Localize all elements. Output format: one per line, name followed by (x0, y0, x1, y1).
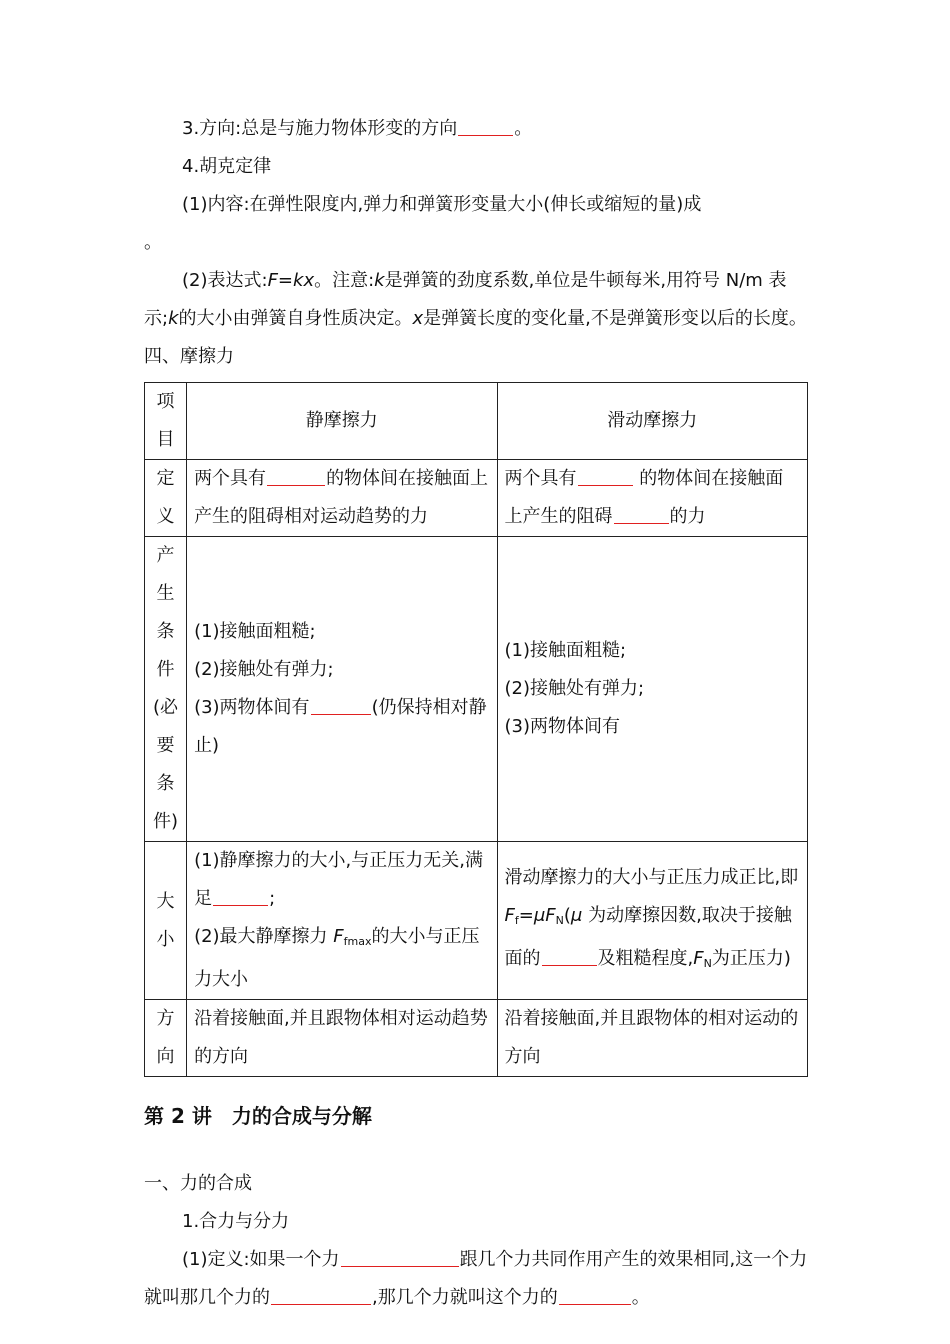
row-label-magnitude: 大小 (145, 842, 187, 1000)
table-row-magnitude (145, 842, 808, 1000)
answer-blank[interactable] (311, 696, 371, 715)
table-row-definition (145, 460, 808, 537)
cell-static-magnitude: (1)静摩擦力的大小,与正压力无关,满足 ; (2)最大静摩擦力 $F_{fmax}$的大小与正压力大小 (187, 842, 497, 1000)
cell-static-direction: 沿着接触面,并且跟物体相对运动趋势的方向 (187, 1000, 497, 1077)
resultant-definition: (1)定义:如果一个力 跟几个力共同作用产生的效果相同,这一个力就叫那几个力的 ,那几个力就叫这个力的 。 (144, 1249, 808, 1308)
hooke-content: (1)内容:在弹性限度内,弹力和弹簧形变量大小(伸长或缩短的量)成 。 (144, 194, 702, 253)
answer-blank[interactable] (559, 1286, 631, 1305)
header-sliding: 滑动摩擦力 (497, 383, 807, 460)
section-composition-heading: 一、力的合成 (144, 1173, 252, 1194)
friction-table (144, 382, 808, 1077)
subsection-resultant: 1.合力与分力 (182, 1211, 290, 1232)
answer-blank[interactable] (267, 467, 325, 486)
cell-static-conditions: (1)接触面粗糙; (2)接触处有弹力; (3)两物体间有 (仍保持相对静止) (187, 537, 497, 842)
row-label-conditions: 产生条件(必要条件) (145, 537, 187, 842)
answer-blank[interactable] (271, 1286, 371, 1305)
table-header-row (145, 383, 808, 460)
header-item: 项目 (145, 383, 187, 460)
answer-blank[interactable] (341, 1248, 459, 1267)
header-static: 静摩擦力 (187, 383, 497, 460)
cell-static-definition: 两个具有 的物体间在接触面上产生的阻碍相对运动趋势的力 (187, 460, 497, 537)
row-label-definition: 定义 (145, 460, 187, 537)
table-row-direction (145, 1000, 808, 1077)
lecture-title: 第 2 讲 力的合成与分解 (144, 1104, 372, 1128)
direction-line: 3.方向:总是与施力物体形变的方向 。 (182, 118, 533, 139)
hooke-title: 4.胡克定律 (182, 156, 272, 177)
answer-blank[interactable] (542, 947, 597, 966)
cell-sliding-direction: 沿着接触面,并且跟物体的相对运动的方向 (497, 1000, 807, 1077)
section-friction-heading: 四、摩擦力 (144, 346, 234, 367)
answer-blank[interactable] (458, 117, 513, 136)
cell-sliding-magnitude: 滑动摩擦力的大小与正压力成正比,即 $F_f=\mu F_N(\mu$ 为动摩擦因数,取决于接触面的 及粗糙程度$,F_N$为正压力) (497, 842, 807, 1000)
row-label-direction: 方向 (145, 1000, 187, 1077)
table-row-conditions (145, 537, 808, 842)
answer-blank[interactable] (614, 505, 669, 524)
document-page (144, 110, 808, 1317)
cell-sliding-definition: 两个具有 的物体间在接触面上产生的阻碍 的力 (497, 460, 807, 537)
answer-blank[interactable] (213, 887, 268, 906)
cell-sliding-conditions: (1)接触面粗糙; (2)接触处有弹力; (3)两物体间有 (497, 537, 807, 842)
answer-blank[interactable] (578, 467, 633, 486)
hooke-expression: (2)表达式:F=kx。注意:k是弹簧的劲度系数,单位是牛顿每米,用符号 N/m 表示;k的大小由弹簧自身性质决定。x是弹簧长度的变化量,不是弹簧形变以后的长度。 (144, 270, 807, 329)
